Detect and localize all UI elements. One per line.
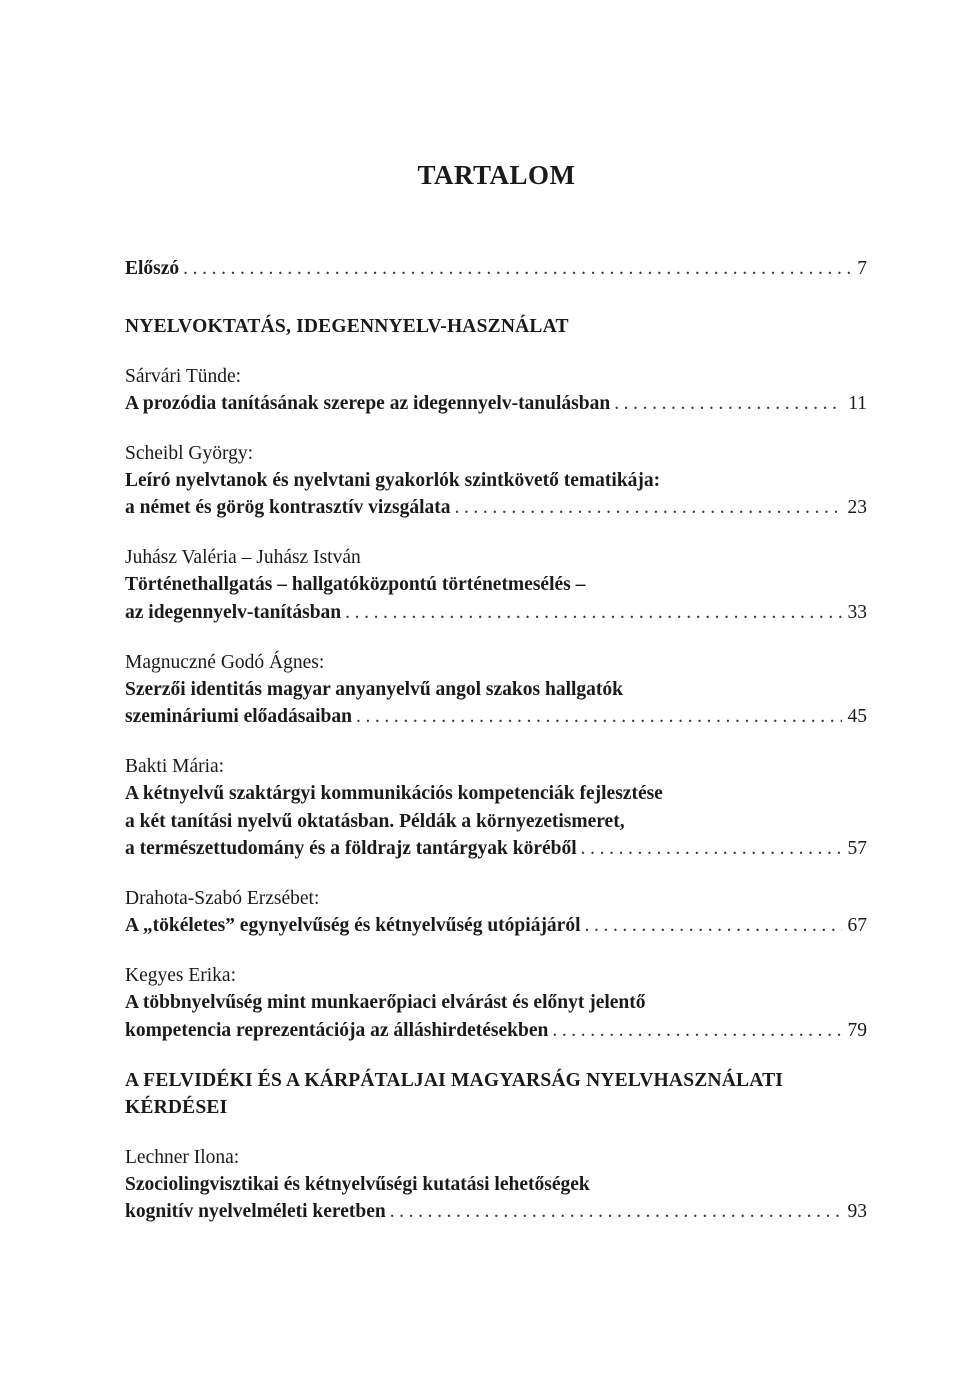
toc-entry	[125, 962, 867, 1045]
toc-entry	[125, 440, 867, 523]
toc-entry-author: Scheibl György:	[125, 442, 254, 464]
toc-entry-author: Magnuczné Godó Ágnes:	[125, 651, 325, 673]
dot-leader	[581, 835, 842, 863]
toc-entry-title: a természettudomány és a földrajz tantárgyak köréből	[125, 838, 577, 859]
toc-entry-preface	[125, 255, 867, 283]
toc-entry-title: A „tökéletes” egynyelvűség és kétnyelvűség utópiájáról	[125, 915, 581, 936]
dot-leader	[614, 390, 842, 418]
dot-leader	[390, 1198, 842, 1226]
section-heading-line: NYELVOKTATÁS, IDEGENNYELV-HASZNÁLAT	[125, 316, 569, 337]
toc-entry-title: A prozódia tanításának szerepe az idegennyelv-tanulásban	[125, 392, 611, 414]
toc-entry-title-line: Szociolingvisztikai és kétnyelvűségi kutatási lehetőségek	[125, 1173, 590, 1195]
page-number: 33	[847, 601, 867, 623]
section-heading	[125, 1067, 867, 1122]
toc-entry-line	[125, 835, 867, 863]
toc-entry-line	[125, 494, 867, 522]
toc-entry-title: kognitív nyelvelméleti keretben	[125, 1201, 386, 1222]
toc-entry	[125, 885, 867, 940]
toc-entry-author: Lechner Ilona:	[125, 1146, 240, 1168]
toc-entry-title: Előszó	[125, 258, 180, 279]
toc-entry-author: Sárvári Tünde:	[125, 365, 242, 387]
toc-entry-line	[125, 1017, 867, 1045]
dot-leader	[345, 599, 841, 627]
table-of-contents	[125, 255, 867, 1248]
toc-entry-author: Drahota-Szabó Erzsébet:	[125, 888, 320, 909]
page-number: 57	[847, 838, 867, 859]
toc-entry-line	[125, 1198, 867, 1226]
section-heading	[125, 313, 867, 341]
toc-entry-title: az idegennyelv-tanításban	[125, 601, 342, 623]
page-title: TARTALOM	[417, 160, 576, 190]
toc-entry-title-line: Leíró nyelvtanok és nyelvtani gyakorlók szintkövető tematikája:	[125, 469, 661, 491]
toc-entry-line	[125, 912, 867, 940]
page-number: 45	[847, 706, 867, 727]
toc-entry	[125, 544, 867, 627]
toc-entry	[125, 649, 867, 732]
toc-entry-line	[125, 390, 867, 418]
page-number: 7	[857, 258, 867, 279]
section-heading-line: A FELVIDÉKI ÉS A KÁRPÁTALJAI MAGYARSÁG NYELVHASZNÁLATI	[125, 1069, 784, 1091]
toc-entry	[125, 1144, 867, 1227]
dot-leader	[356, 703, 842, 731]
toc-entry-title: a német és görög kontrasztív vizsgálata	[125, 497, 451, 518]
toc-entry-title: kompetencia reprezentációja az álláshirdetésekben	[125, 1019, 549, 1041]
toc-entry-line	[125, 703, 867, 731]
toc-entry-title-line: Szerzői identitás magyar anyanyelvű angol szakos hallgatók	[125, 678, 624, 700]
section-heading-line: KÉRDÉSEI	[125, 1097, 228, 1118]
toc-entry-line	[125, 255, 867, 283]
toc-entry-line	[125, 599, 867, 627]
toc-entry	[125, 363, 867, 418]
dot-leader	[552, 1017, 841, 1045]
toc-entry-author: Juhász Valéria – Juhász István	[125, 547, 361, 568]
toc-entry-title-line: a két tanítási nyelvű oktatásban. Példák a környezetismeret,	[125, 810, 625, 832]
toc-entry-title-line: Történethallgatás – hallgatóközpontú történetmesélés –	[125, 574, 586, 595]
page-number: 93	[847, 1201, 867, 1222]
toc-entry-author: Bakti Mária:	[125, 756, 225, 777]
toc-entry	[125, 753, 867, 863]
toc-entry-title-line: A többnyelvűség mint munkaerőpiaci elvárást és előnyt jelentő	[125, 992, 646, 1013]
page-number: 23	[847, 497, 867, 518]
toc-entry-author: Kegyes Erika:	[125, 965, 237, 986]
page-number: 79	[847, 1019, 867, 1041]
page-number: 11	[848, 392, 867, 414]
page-number: 67	[847, 915, 867, 936]
toc-entry-title: szemináriumi előadásaiban	[125, 706, 352, 727]
dot-leader	[585, 912, 842, 940]
dot-leader	[183, 255, 851, 283]
dot-leader	[454, 494, 841, 522]
toc-entry-title-line: A kétnyelvű szaktárgyi kommunikációs kompetenciák fejlesztése	[125, 783, 663, 804]
